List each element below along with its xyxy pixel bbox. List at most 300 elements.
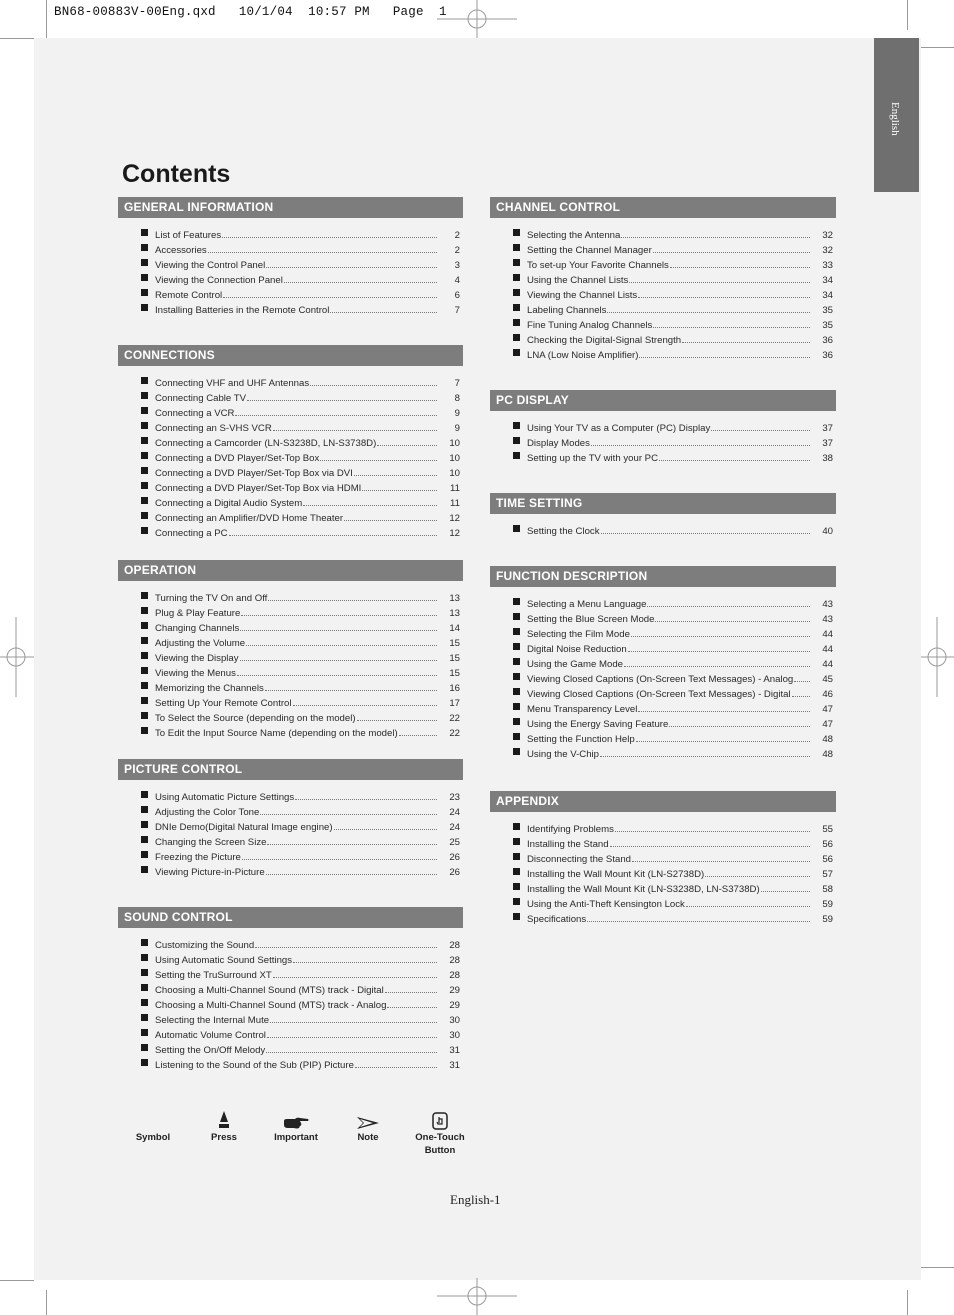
toc-entry (490, 226, 836, 241)
dot-leader (636, 741, 810, 742)
dot-leader (344, 520, 437, 521)
dot-leader (266, 1052, 437, 1053)
bullet-square-icon (141, 244, 148, 251)
toc-entry-label: Connecting VHF and UHF Antennas (155, 378, 310, 389)
toc-entry-page: 59 (822, 914, 833, 925)
bullet-square-icon (141, 377, 148, 384)
toc-entry-page: 12 (449, 528, 460, 539)
toc-entry-label: List of Features (155, 230, 222, 241)
toc-entry-page: 8 (454, 393, 460, 404)
bullet-square-icon (141, 1014, 148, 1021)
section-connections (118, 345, 463, 539)
section-heading: OPERATION (118, 560, 463, 581)
bullet-square-icon (141, 1059, 148, 1066)
toc-entry (490, 522, 836, 537)
bullet-square-icon (513, 319, 520, 326)
dot-leader (669, 726, 810, 727)
dot-leader (303, 505, 437, 506)
dot-leader (792, 696, 810, 697)
toc-entry-page: 47 (822, 704, 833, 715)
dot-leader (711, 430, 810, 431)
legend-note-label: Note (357, 1132, 379, 1143)
dot-leader (255, 947, 437, 948)
crop-mark (0, 1280, 34, 1281)
toc-entry-page: 10 (449, 468, 460, 479)
toc-entry-label: Selecting the Internal Mute (155, 1015, 270, 1026)
registration-mark-bottom (437, 1278, 517, 1315)
toc-entry-label: Selecting a Menu Language (527, 599, 647, 610)
toc-entry (118, 479, 463, 494)
bullet-square-icon (141, 727, 148, 734)
toc-entry-label: Specifications (527, 914, 587, 925)
one-touch-button-icon (432, 1112, 448, 1130)
toc-list (490, 218, 836, 361)
toc-entry-label: Accessories (155, 245, 207, 256)
dot-leader (293, 962, 437, 963)
toc-entry (118, 996, 463, 1011)
toc-entry-label: Setting the Function Help (527, 734, 635, 745)
toc-entry (490, 449, 836, 464)
toc-entry-page: 44 (822, 659, 833, 670)
toc-entry-page: 31 (449, 1045, 460, 1056)
toc-entry-page: 38 (822, 453, 833, 464)
bullet-square-icon (513, 229, 520, 236)
toc-entry-page: 7 (454, 378, 460, 389)
toc-entry-label: Disconnecting the Stand (527, 854, 631, 865)
toc-entry-label: Using Your TV as a Computer (PC) Display (527, 423, 711, 434)
dot-leader (295, 799, 437, 800)
toc-entry-page: 56 (822, 854, 833, 865)
toc-entry (118, 709, 463, 724)
toc-entry-page: 37 (822, 423, 833, 434)
toc-entry-page: 25 (449, 837, 460, 848)
dot-leader (638, 711, 810, 712)
dot-leader (362, 490, 437, 491)
toc-entry-label: Identifying Problems (527, 824, 614, 835)
toc-entry-label: DNIe Demo(Digital Natural Image engine) (155, 822, 333, 833)
toc-entry-page: 31 (449, 1060, 460, 1071)
toc-list (490, 812, 836, 925)
toc-entry (490, 730, 836, 745)
toc-entry (118, 374, 463, 389)
section-heading: CONNECTIONS (118, 345, 463, 366)
dot-leader (334, 829, 437, 830)
toc-entry (118, 419, 463, 434)
dot-leader (399, 735, 437, 736)
bullet-square-icon (141, 259, 148, 266)
toc-entry (118, 694, 463, 709)
toc-entry (118, 389, 463, 404)
section-heading: CHANNEL CONTROL (490, 197, 836, 218)
section-heading: PC DISPLAY (490, 390, 836, 411)
toc-entry-label: Connecting a VCR (155, 408, 235, 419)
legend-important (261, 1106, 331, 1144)
pointing-hand-icon (283, 1116, 309, 1130)
toc-entry (118, 863, 463, 878)
dot-leader (229, 535, 437, 536)
toc-entry-page: 26 (449, 852, 460, 863)
toc-entry (118, 649, 463, 664)
dot-leader (242, 859, 437, 860)
toc-entry-page: 28 (449, 940, 460, 951)
section-operation (118, 560, 463, 739)
toc-entry-label: Plug & Play Feature (155, 608, 241, 619)
bullet-square-icon (513, 259, 520, 266)
toc-entry (490, 301, 836, 316)
dot-leader (615, 831, 810, 832)
toc-entry-label: Listening to the Sound of the Sub (PIP) Picture (155, 1060, 354, 1071)
dot-leader (638, 297, 810, 298)
crop-mark (0, 38, 34, 39)
bullet-square-icon (513, 658, 520, 665)
toc-entry-page: 28 (449, 955, 460, 966)
bullet-square-icon (513, 525, 520, 532)
toc-entry-page: 15 (449, 668, 460, 679)
toc-entry (118, 449, 463, 464)
bullet-square-icon (141, 437, 148, 444)
dot-leader (670, 267, 810, 268)
toc-entry-label: Viewing the Display (155, 653, 239, 664)
bullet-square-icon (141, 422, 148, 429)
bullet-square-icon (141, 289, 148, 296)
dot-leader (270, 1022, 437, 1023)
toc-entry (118, 1056, 463, 1071)
legend-note (333, 1106, 403, 1144)
toc-entry-label: Viewing Closed Captions (On-Screen Text Messages) - Analog (527, 674, 794, 685)
bullet-square-icon (513, 718, 520, 725)
toc-entry (490, 865, 836, 880)
bullet-square-icon (513, 613, 520, 620)
toc-entry (118, 634, 463, 649)
dot-leader (265, 690, 437, 691)
toc-entry-page: 30 (449, 1015, 460, 1026)
toc-entry-label: Installing Batteries in the Remote Control (155, 305, 330, 316)
dot-leader (629, 282, 810, 283)
toc-entry-page: 28 (449, 970, 460, 981)
toc-entry-label: Viewing Picture-in-Picture (155, 867, 265, 878)
toc-entry (118, 619, 463, 634)
dot-leader (246, 645, 437, 646)
toc-entry-label: Setting the Channel Manager (527, 245, 652, 256)
bullet-square-icon (513, 883, 520, 890)
toc-entry-label: To Edit the Input Source Name (depending on the model) (155, 728, 398, 739)
bullet-square-icon (141, 999, 148, 1006)
toc-entry-label: Connecting an Amplifier/DVD Home Theater (155, 513, 344, 524)
toc-entry-label: Selecting the Film Mode (527, 629, 630, 640)
toc-entry-label: Setting up the TV with your PC (527, 453, 659, 464)
registration-mark-right (921, 617, 954, 697)
bullet-square-icon (141, 939, 148, 946)
toc-entry (490, 685, 836, 700)
toc-entry (118, 241, 463, 256)
section-picture-control (118, 759, 463, 878)
section-channel-control (490, 197, 836, 361)
toc-entry-label: Choosing a Multi-Channel Sound (MTS) track - Digital (155, 985, 384, 996)
toc-entry (118, 848, 463, 863)
toc-entry-label: Connecting a DVD Player/Set-Top Box (155, 453, 320, 464)
toc-entry-label: Freezing the Picture (155, 852, 241, 863)
bullet-square-icon (141, 652, 148, 659)
toc-list (490, 411, 836, 464)
dot-leader (235, 415, 437, 416)
dot-leader (284, 282, 437, 283)
toc-entry-label: Connecting a Digital Audio System (155, 498, 303, 509)
legend-one-touch-label-2: Button (424, 1145, 456, 1156)
dot-leader (240, 630, 437, 631)
toc-entry (490, 640, 836, 655)
dot-leader (330, 312, 437, 313)
dot-leader (223, 297, 437, 298)
page-title: Contents (122, 160, 231, 188)
dot-leader (237, 675, 437, 676)
bullet-square-icon (513, 703, 520, 710)
toc-list (490, 587, 836, 760)
note-arrow-icon (356, 1116, 380, 1130)
toc-entry (490, 610, 836, 625)
bullet-square-icon (141, 622, 148, 629)
dot-leader (653, 327, 810, 328)
bullet-square-icon (141, 452, 148, 459)
toc-entry-page: 48 (822, 749, 833, 760)
toc-entry (490, 910, 836, 925)
toc-entry-page: 2 (454, 230, 460, 241)
toc-entry (490, 700, 836, 715)
toc-entry (118, 788, 463, 803)
toc-entry-page: 40 (822, 526, 833, 537)
toc-entry (118, 226, 463, 241)
dot-leader (607, 312, 810, 313)
toc-entry (490, 331, 836, 346)
toc-entry-label: Adjusting the Color Tone (155, 807, 260, 818)
crop-mark (46, 1290, 47, 1315)
toc-entry-label: Connecting a DVD Player/Set-Top Box via DVI (155, 468, 353, 479)
toc-entry-page: 36 (822, 335, 833, 346)
toc-entry-label: Setting Up Your Remote Control (155, 698, 292, 709)
bullet-square-icon (513, 898, 520, 905)
bullet-square-icon (513, 244, 520, 251)
toc-entry (118, 981, 463, 996)
toc-entry-label: Remote Control (155, 290, 223, 301)
bullet-square-icon (513, 422, 520, 429)
toc-entry-label: Using the V-Chip (527, 749, 599, 760)
bullet-square-icon (513, 913, 520, 920)
bullet-square-icon (141, 851, 148, 858)
section-heading: SOUND CONTROL (118, 907, 463, 928)
toc-entry-label: Memorizing the Channels (155, 683, 264, 694)
toc-entry-page: 32 (822, 245, 833, 256)
toc-entry-label: Viewing the Control Panel (155, 260, 266, 271)
toc-entry-label: Installing the Wall Mount Kit (LN-S3238D, LN-S3738D) (527, 884, 760, 895)
toc-entry (490, 316, 836, 331)
toc-entry (118, 951, 463, 966)
toc-entry-page: 24 (449, 807, 460, 818)
toc-entry-page: 24 (449, 822, 460, 833)
toc-entry-label: Viewing Closed Captions (On-Screen Text Messages) - Digital (527, 689, 791, 700)
dot-leader (632, 861, 810, 862)
bullet-square-icon (141, 821, 148, 828)
dot-leader (621, 237, 810, 238)
dot-leader (610, 846, 810, 847)
language-side-tab (874, 38, 919, 192)
toc-entry-label: Connecting a PC (155, 528, 228, 539)
toc-entry (118, 664, 463, 679)
dot-leader (267, 844, 437, 845)
section-pc-display (490, 390, 836, 464)
toc-entry-page: 46 (822, 689, 833, 700)
toc-entry (490, 880, 836, 895)
toc-entry-page: 58 (822, 884, 833, 895)
toc-list (118, 366, 463, 539)
toc-entry (490, 271, 836, 286)
toc-entry-page: 43 (822, 614, 833, 625)
bullet-square-icon (513, 437, 520, 444)
toc-entry-label: Changing Channels (155, 623, 240, 634)
toc-entry (118, 1011, 463, 1026)
toc-entry-page: 34 (822, 290, 833, 301)
dot-leader (241, 615, 437, 616)
toc-entry-label: Menu Transparency Level (527, 704, 638, 715)
toc-entry-page: 44 (822, 629, 833, 640)
toc-entry-label: Using the Game Mode (527, 659, 623, 670)
toc-entry (118, 509, 463, 524)
dot-leader (591, 445, 810, 446)
toc-entry-label: Digital Noise Reduction (527, 644, 627, 655)
bullet-square-icon (141, 407, 148, 414)
bullet-square-icon (141, 607, 148, 614)
toc-entry (118, 256, 463, 271)
section-heading: APPENDIX (490, 791, 836, 812)
toc-entry-page: 17 (449, 698, 460, 709)
toc-entry-page: 14 (449, 623, 460, 634)
legend-one-touch-button (405, 1106, 475, 1157)
dot-leader (794, 681, 810, 682)
crop-mark (46, 0, 47, 38)
bullet-square-icon (141, 969, 148, 976)
bullet-square-icon (141, 866, 148, 873)
toc-entry (490, 625, 836, 640)
toc-entry-page: 33 (822, 260, 833, 271)
toc-entry-label: Connecting Cable TV (155, 393, 247, 404)
registration-mark-top (437, 0, 517, 38)
toc-entry-label: Connecting a Camcorder (LN-S3238D, LN-S3738D) (155, 438, 377, 449)
toc-entry-page: 15 (449, 653, 460, 664)
toc-entry-label: Changing the Screen Size (155, 837, 267, 848)
toc-entry-page: 10 (449, 438, 460, 449)
dot-leader (682, 342, 810, 343)
bullet-square-icon (141, 954, 148, 961)
toc-entry (490, 835, 836, 850)
dot-leader (354, 475, 437, 476)
toc-entry-page: 22 (449, 713, 460, 724)
dot-leader (761, 891, 810, 892)
toc-entry (118, 818, 463, 833)
section-heading: TIME SETTING (490, 493, 836, 514)
toc-entry-label: Installing the Wall Mount Kit (LN-S2738D) (527, 869, 705, 880)
dot-leader (268, 600, 437, 601)
dot-leader (293, 705, 437, 706)
toc-list (118, 218, 463, 316)
dot-leader (600, 756, 810, 757)
bullet-square-icon (141, 1029, 148, 1036)
toc-entry-label: Adjusting the Volume (155, 638, 246, 649)
dot-leader (267, 1037, 437, 1038)
bullet-square-icon (513, 289, 520, 296)
toc-entry-page: 36 (822, 350, 833, 361)
toc-entry (118, 434, 463, 449)
toc-entry (118, 271, 463, 286)
dot-leader (647, 606, 810, 607)
bullet-square-icon (513, 274, 520, 281)
crop-mark (907, 0, 908, 30)
toc-entry (490, 715, 836, 730)
dot-leader (310, 385, 437, 386)
dot-leader (355, 1067, 437, 1068)
toc-entry-page: 56 (822, 839, 833, 850)
toc-entry (490, 256, 836, 271)
toc-entry (490, 670, 836, 685)
language-side-tab-label: English (889, 102, 901, 136)
crop-mark (921, 47, 954, 48)
dot-leader (377, 445, 437, 446)
toc-entry-page: 47 (822, 719, 833, 730)
toc-entry-page: 12 (449, 513, 460, 524)
bullet-square-icon (513, 628, 520, 635)
toc-entry-page: 35 (822, 320, 833, 331)
toc-entry (118, 1041, 463, 1056)
bullet-square-icon (513, 733, 520, 740)
toc-entry-label: To Select the Source (depending on the model) (155, 713, 356, 724)
toc-entry-page: 44 (822, 644, 833, 655)
section-time-setting (490, 493, 836, 537)
legend-symbol-label: Symbol (135, 1132, 171, 1143)
toc-entry-label: To set-up Your Favorite Channels (527, 260, 669, 271)
toc-entry (118, 301, 463, 316)
toc-entry (490, 595, 836, 610)
bullet-square-icon (513, 598, 520, 605)
toc-entry-label: Using the Channel Lists (527, 275, 629, 286)
toc-entry-label: Turning the TV On and Off (155, 593, 268, 604)
bullet-square-icon (141, 592, 148, 599)
dot-leader (357, 720, 437, 721)
bullet-square-icon (141, 637, 148, 644)
toc-entry-page: 23 (449, 792, 460, 803)
dot-leader (273, 430, 437, 431)
bullet-square-icon (141, 1044, 148, 1051)
toc-entry (490, 241, 836, 256)
toc-entry-label: Setting the Clock (527, 526, 600, 537)
toc-list (118, 780, 463, 878)
dot-leader (628, 651, 810, 652)
bullet-square-icon (513, 838, 520, 845)
toc-entry-label: Viewing the Menus (155, 668, 236, 679)
toc-entry (118, 464, 463, 479)
toc-entry-label: Installing the Stand (527, 839, 609, 850)
bullet-square-icon (513, 452, 520, 459)
toc-entry-page: 29 (449, 985, 460, 996)
toc-entry-page: 9 (454, 408, 460, 419)
bullet-square-icon (513, 868, 520, 875)
section-appendix (490, 791, 836, 925)
toc-entry-page: 57 (822, 869, 833, 880)
toc-entry-page: 37 (822, 438, 833, 449)
toc-entry-label: Display Modes (527, 438, 590, 449)
dot-leader (208, 252, 437, 253)
dot-leader (655, 621, 810, 622)
toc-entry-label: Viewing the Channel Lists (527, 290, 638, 301)
section-sound-control (118, 907, 463, 1071)
toc-entry-label: Setting the TruSurround XT (155, 970, 272, 981)
toc-entry (118, 404, 463, 419)
